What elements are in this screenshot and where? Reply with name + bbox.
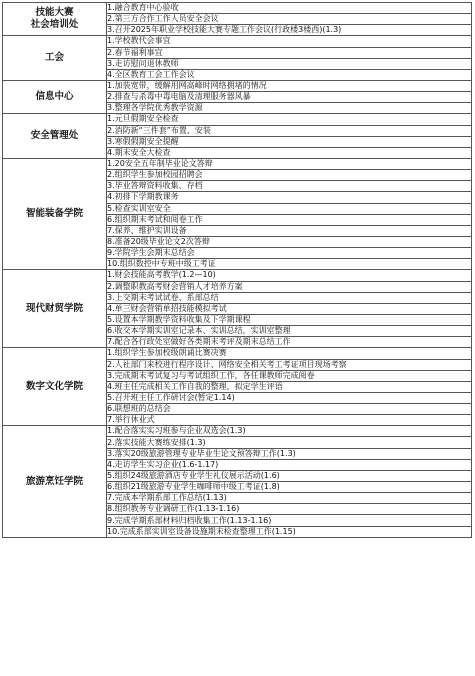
department-name-cell — [3, 348, 107, 426]
task-cell: 4.期末安全大检查 — [107, 147, 472, 158]
task-cell: 2.第三方合作工作人员安全会议 — [107, 14, 472, 25]
task-cell: 5.检查实训室安全 — [107, 203, 472, 214]
task-cell: 7.配合各行政处室做好各类期末考评及期末总结工作 — [107, 337, 472, 348]
task-cell: 4.初排下学期教课务 — [107, 192, 472, 203]
department-name-cell — [3, 426, 107, 537]
task-cell: 1.元旦假期安全检查 — [107, 114, 472, 125]
task-cell: 2.人社部门来校进行程序设计、网络安全相关考工考证项目现场考察 — [107, 359, 472, 370]
task-cell: 5.设置本学期教学资料收集及下学期课程 — [107, 314, 472, 325]
department-name-line: 数字文化学院 — [25, 380, 83, 392]
task-cell: 6.组织期末考试和阅卷工作 — [107, 214, 472, 225]
task-cell: 2.春节福利事宜 — [107, 47, 472, 58]
task-cell: 2.落实技能大赛练安排(1.3) — [107, 437, 472, 448]
task-cell: 2.调整职教高考财会营销人才培养方案 — [107, 281, 472, 292]
department-name-line: 社会培训处 — [30, 19, 79, 31]
task-cell: 1.融合教育中心验收 — [107, 3, 472, 14]
task-cell: 4.班主任完成相关工作自我的整理，拟定学生评语 — [107, 381, 472, 392]
department-name-line: 安全管理处 — [30, 130, 79, 142]
task-cell: 7.完成本学期系部工作总结(1.13) — [107, 493, 472, 504]
task-cell: 1.财会技能高考教学(1.2—10) — [107, 270, 472, 281]
table-row — [3, 3, 472, 14]
task-cell: 1.配合落实实习班参与企业双选会(1.3) — [107, 426, 472, 437]
task-cell: 9.学院学生会期末总结会 — [107, 248, 472, 259]
task-cell: 5.召开班主任工作研讨会(暂定1.14) — [107, 392, 472, 403]
table-row — [3, 80, 472, 91]
department-name-cell — [3, 36, 107, 81]
task-cell: 8.准备20级毕业论文2次答辩 — [107, 236, 472, 247]
department-name-line: 旅游烹饪学院 — [25, 475, 83, 487]
department-name-cell — [3, 270, 107, 348]
task-cell: 10.组织数控中专班中级工考证 — [107, 259, 472, 270]
task-cell: 2.排查与杀毒中毒电脑及清理服务器风暴 — [107, 92, 472, 103]
department-name-line: 智能装备学院 — [25, 208, 83, 220]
task-cell: 1.加装宽带，缓解用网高峰时网络拥堵的情况 — [107, 80, 472, 91]
task-cell: 2.消防新“三件套”布置、安装 — [107, 125, 472, 136]
task-cell: 3.落实20级旅游管理专业毕业生论文预答辩工作(1.3) — [107, 448, 472, 459]
table-row — [3, 158, 472, 169]
schedule-sheet — [2, 2, 472, 674]
department-name-cell — [3, 114, 107, 159]
department-name-line: 信息中心 — [35, 91, 74, 103]
table-row — [3, 36, 472, 47]
task-cell: 1.组织学生参加校级朗诵比赛决赛 — [107, 348, 472, 359]
task-cell: 3.召开2025年职业学校技能大赛专题工作会议(行政楼3楼西)(1.3) — [107, 25, 472, 36]
department-name-cell — [3, 158, 107, 269]
task-cell: 1.20安全五年制毕业论文答辩 — [107, 158, 472, 169]
task-cell: 9.完成学期系部材料归档收集工作(1.13-1.16) — [107, 515, 472, 526]
task-cell: 7.举行休业式 — [107, 415, 472, 426]
task-cell: 4.走访学生实习企业(1.6-1.17) — [107, 459, 472, 470]
department-name-cell — [3, 3, 107, 36]
task-cell: 6.组织21级旅游专业学生咖啡师中级工考证(1.8) — [107, 482, 472, 493]
department-name-line: 技能大赛 — [35, 7, 74, 19]
task-cell: 8.组织教务专业调研工作(1.13-1.16) — [107, 504, 472, 515]
task-cell: 2.组织学生参加校园招聘会 — [107, 170, 472, 181]
task-cell: 1.学校教代会事宜 — [107, 36, 472, 47]
table-row — [3, 270, 472, 281]
task-cell: 3.走访慰问退休教师 — [107, 58, 472, 69]
task-cell: 5.组织24级旅游酒店专业学生礼仪展示活动(1.6) — [107, 470, 472, 481]
task-cell: 3.毕业答辩资料收集、存档 — [107, 181, 472, 192]
department-name-line: 现代财贸学院 — [25, 302, 83, 314]
table-row — [3, 348, 472, 359]
department-name-line: 工会 — [44, 52, 64, 64]
department-task-table — [2, 2, 472, 538]
task-cell: 3.上交期末考试试卷、系部总结 — [107, 292, 472, 303]
task-cell: 4.单三财会营销单招技能模拟考试 — [107, 303, 472, 314]
task-cell: 3.完成期末考试复习与考试组织工作，各任课教师完成阅卷 — [107, 370, 472, 381]
task-cell: 10.完成系部实训室设备设施期末检查整理工作(1.15) — [107, 526, 472, 537]
task-cell: 6.收交本学期实训室记录本、实训总结，实训室整理 — [107, 326, 472, 337]
table-row — [3, 426, 472, 437]
task-cell: 4.全区教育工会工作会议 — [107, 69, 472, 80]
task-cell: 3.整理各学院优秀教学资源 — [107, 103, 472, 114]
department-name-cell — [3, 80, 107, 113]
table-row — [3, 114, 472, 125]
task-cell: 7.保养、维护实训设备 — [107, 225, 472, 236]
task-cell: 3.寒假假期安全提醒 — [107, 136, 472, 147]
task-cell: 6.联想班的总结会 — [107, 404, 472, 415]
